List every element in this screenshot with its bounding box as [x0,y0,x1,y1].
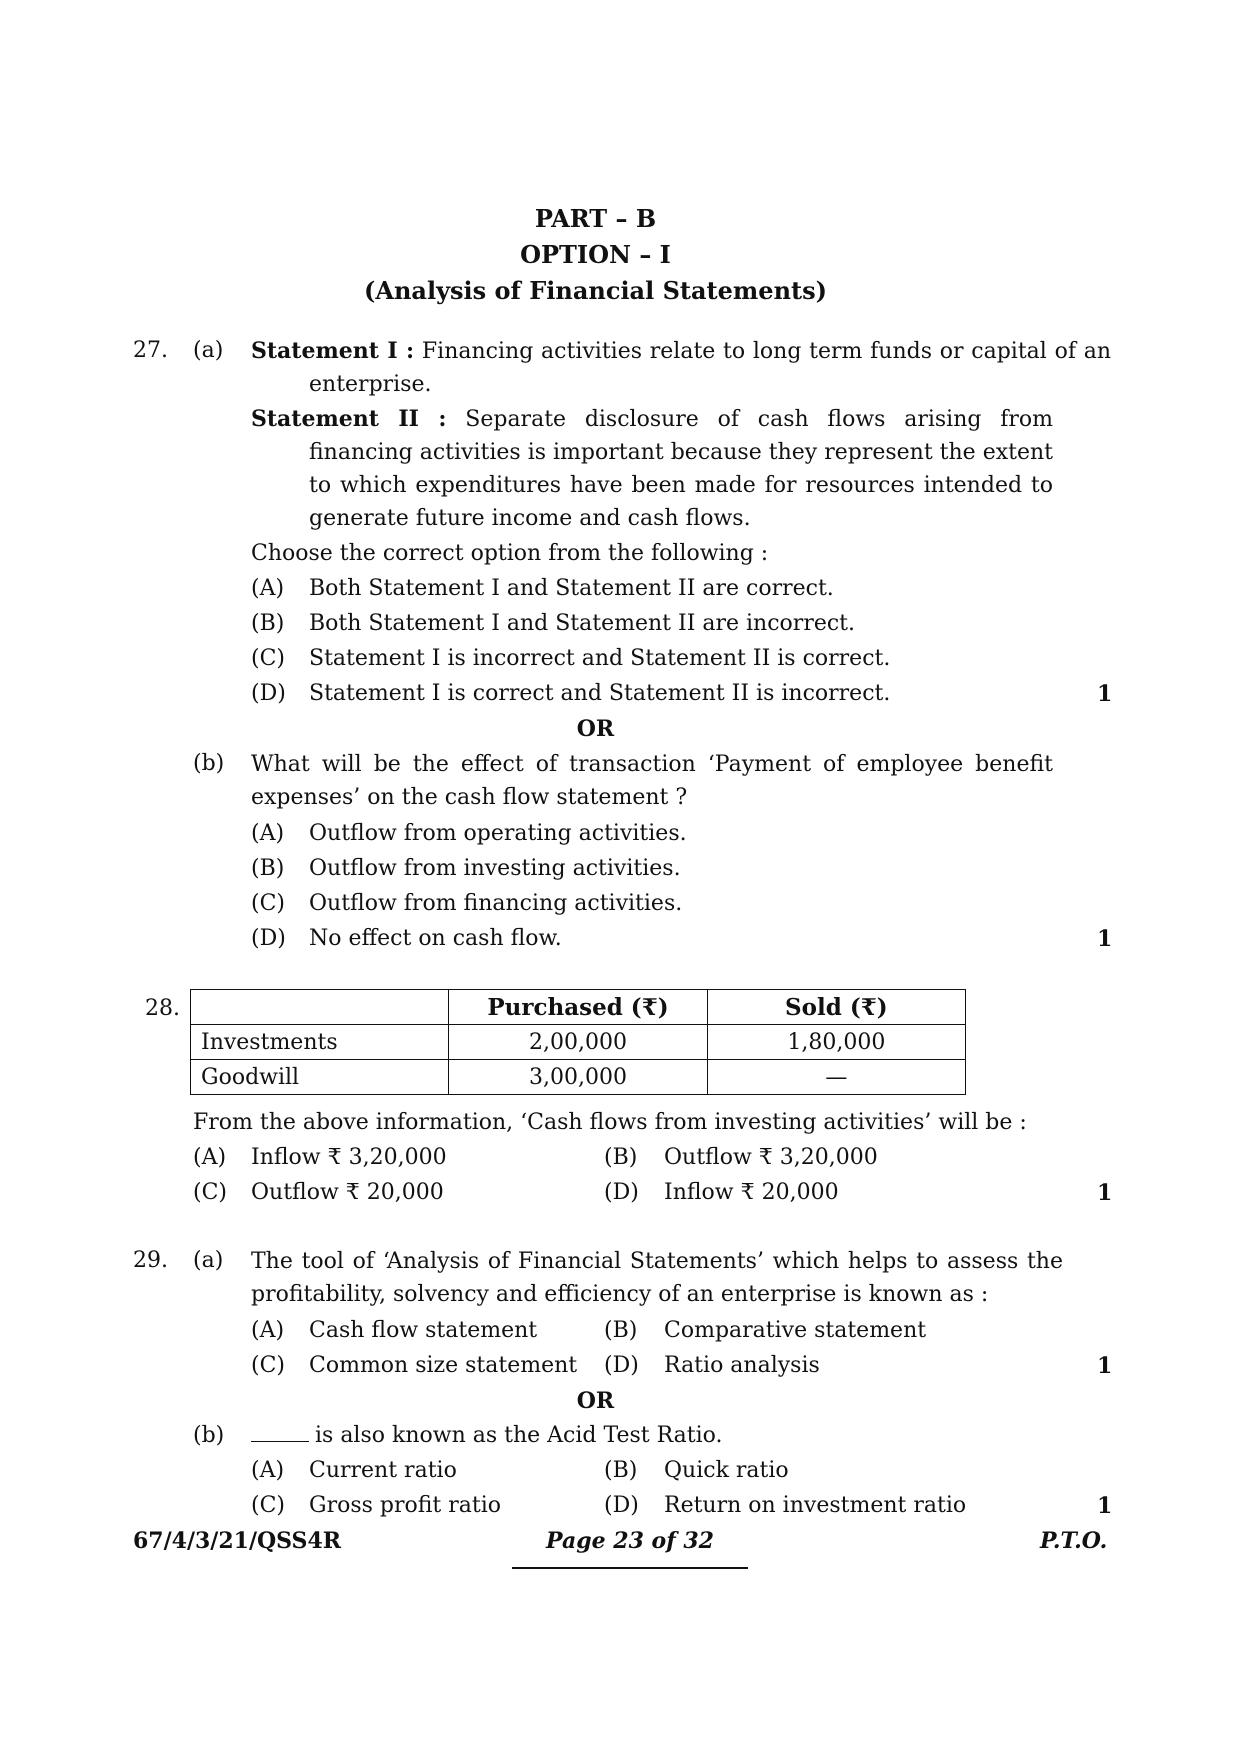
option-text: Outflow from operating activities. [309,821,687,846]
option-key: (C) [193,1180,227,1205]
option-key: (B) [251,611,285,636]
option-key: (A) [251,1318,285,1343]
option-key: (B) [604,1318,638,1343]
table-row [191,1060,966,1095]
pto-label: P.T.O. [1040,1528,1108,1554]
option-text: Outflow ₹ 3,20,000 [664,1145,878,1170]
subpart-label: (b) [193,1423,225,1448]
part-heading: PART – B [534,204,657,233]
option-key: (B) [604,1145,638,1170]
option-text: Return on investment ratio [664,1493,967,1518]
option-key: (A) [251,576,285,601]
table-cell: — [707,1060,965,1095]
option-text: Common size statement [309,1353,578,1378]
option-text: Inflow ₹ 3,20,000 [251,1145,447,1170]
table-header-cell [191,990,449,1025]
option-key: (C) [251,891,285,916]
choose-prompt: Choose the correct option from the following : [251,541,769,566]
table-cell: Investments [191,1025,449,1060]
option-key: (A) [193,1145,227,1170]
option-key: (C) [251,1353,285,1378]
option-text: Comparative statement [664,1318,927,1343]
statement-2-text: Separate disclosure of cash flows arising from financing activities is important because they represent the extent to which expenditures have been made for resources intended to generate future income and cash flows. [309,407,1054,531]
question-text-body: is also known as the Acid Test Ratio. [315,1423,723,1448]
subpart-label: (a) [193,338,224,363]
option-key: (C) [251,1493,285,1518]
table-cell: 2,00,000 [449,1025,707,1060]
option-heading: OPTION – I [520,240,671,269]
page-number: Page 23 of 32 [546,1528,714,1554]
question-number: 28. [145,996,180,1021]
marks: 1 [1097,1353,1113,1379]
marks: 1 [1097,1180,1113,1206]
option-text: Outflow ₹ 20,000 [251,1180,444,1205]
question-number: 29. [133,1248,168,1273]
statement-1 [251,335,1111,401]
option-key: (C) [251,646,285,671]
option-key: (A) [251,1458,285,1483]
or-divider: OR [576,1388,615,1414]
option-text: Outflow from investing activities. [309,856,681,881]
or-divider: OR [576,716,615,742]
fill-in-blank [251,1423,309,1442]
subject-heading: (Analysis of Financial Statements) [364,276,827,305]
option-text: Statement I is correct and Statement II is incorrect. [309,681,891,706]
table-header-cell: Sold (₹) [707,990,965,1025]
table-header-cell: Purchased (₹) [449,990,707,1025]
statement-1-text: Financing activities relate to long term funds or capital of an enterprise. [309,339,1111,397]
option-key: (B) [604,1458,638,1483]
subpart-label: (b) [193,751,225,776]
option-key: (B) [251,856,285,881]
option-key: (A) [251,821,285,846]
option-text: Ratio analysis [664,1353,820,1378]
option-key: (D) [604,1180,639,1205]
statement-2-label: Statement II : [251,406,447,432]
table-cell: 3,00,000 [449,1060,707,1095]
marks: 1 [1097,681,1113,707]
question-text: The tool of ‘Analysis of Financial Statements’ which helps to assess the profitability, solvency and efficiency of an enterprise is known as : [251,1249,1063,1307]
option-text: Both Statement I and Statement II are incorrect. [309,611,856,636]
paper-code: 67/4/3/21/QSS4R [133,1528,342,1554]
option-key: (D) [604,1353,639,1378]
table-cell: Goodwill [191,1060,449,1095]
question-text [251,1423,723,1448]
option-text: Cash flow statement [309,1318,538,1343]
table-header-row [191,990,966,1025]
option-text: Outflow from financing activities. [309,891,683,916]
marks: 1 [1097,1493,1113,1519]
page-number-underline [512,1567,748,1569]
marks: 1 [1097,926,1113,952]
question-number: 27. [133,338,168,363]
table-cell: 1,80,000 [707,1025,965,1060]
option-text: Current ratio [309,1458,457,1483]
option-key: (D) [251,926,286,951]
question-text: From the above information, ‘Cash flows from investing activities’ will be : [193,1110,1027,1135]
investment-table [190,989,966,1095]
statement-1-label: Statement I : [251,338,415,364]
option-text: Inflow ₹ 20,000 [664,1180,839,1205]
option-key: (D) [604,1493,639,1518]
option-text: Gross profit ratio [309,1493,502,1518]
option-text: Statement I is incorrect and Statement II is correct. [309,646,891,671]
table-row [191,1025,966,1060]
option-key: (D) [251,681,286,706]
statement-2 [251,403,1053,535]
question-text: What will be the effect of transaction ‘Payment of employee benefit expenses’ on the cash flow statement ? [251,752,1053,810]
option-text: No effect on cash flow. [309,926,562,951]
subpart-label: (a) [193,1248,224,1273]
option-text: Both Statement I and Statement II are correct. [309,576,834,601]
option-text: Quick ratio [664,1458,789,1483]
